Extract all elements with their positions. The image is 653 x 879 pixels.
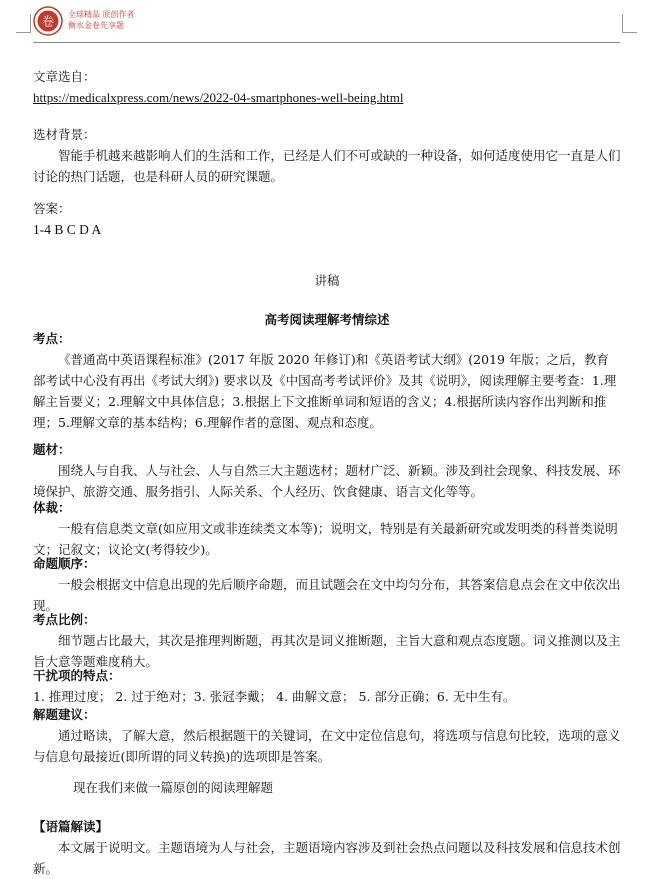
answers-value: 1-4 B C D A <box>33 222 102 237</box>
lecture-title: 高考阅读理解考情综述 <box>264 312 390 327</box>
lecture-label: 讲稿 <box>314 273 340 288</box>
corner-crop-mark-right <box>622 14 637 33</box>
section-ticai-text: 围绕人与自我、人与社会、人与自然三大主题选材；题材广泛、新颖。涉及到社会现象、科技发展、环境保护、旅游交通、服务指引、人际关系、个人经历、饮食健康、语言文化等等。 <box>33 463 621 499</box>
background-block <box>33 124 621 187</box>
background-label: 选材背景： <box>33 127 96 142</box>
analysis-label: 【语篇解读】 <box>33 819 109 834</box>
brand-line-1: 全球精品 原创作者 <box>68 10 135 19</box>
header-divider <box>33 42 620 43</box>
section-kaodian-label: 考点： <box>33 331 71 346</box>
corner-crop-mark-left <box>16 14 31 33</box>
section-order-text: 一般会根据文中信息出现的先后顺序命题，而且试题会在文中均匀分布，其答案信息点会在文中依次出现。 <box>33 577 621 613</box>
section-ratio-label: 考点比例： <box>33 612 96 627</box>
section-ticai <box>33 439 621 502</box>
section-tilei-text: 一般有信息类文章(如应用文或非连续类文本等)；说明文，特别是有关最新研究或发明类的科普类说明文；记叙文；议论文(考得较少)。 <box>33 521 618 557</box>
answers-label: 答案： <box>33 201 71 216</box>
section-ratio <box>33 609 621 672</box>
brand-line-2: 衡水金卷先享题 <box>68 21 124 30</box>
background-text: 智能手机越来越影响人们的生活和工作，已经是人们不可或缺的一种设备，如何适度使用它一直是人们讨论的热门话题，也是科研人员的研究课题。 <box>33 148 621 184</box>
transition-line: 现在我们来做一篇原创的阅读理解题 <box>73 780 274 795</box>
source-label: 文章选自： <box>33 69 96 84</box>
section-distractor-text: 1. 推理过度； 2. 过于绝对；3. 张冠李戴； 4. 曲解文意； 5. 部分正确；6. 无中生有。 <box>33 689 516 704</box>
section-advice-label: 解题建议： <box>33 707 96 722</box>
svg-text:卷: 卷 <box>41 14 55 29</box>
brand-name <box>68 9 135 31</box>
section-advice <box>33 704 621 767</box>
section-kaodian <box>33 328 621 433</box>
section-distractor <box>33 665 621 707</box>
section-order <box>33 553 621 616</box>
section-ratio-text: 细节题占比最大，其次是推理判断题，再其次是词义推断题，主旨大意和观点态度题。词义推测以及主旨大意等题难度稍大。 <box>33 633 621 669</box>
publisher-logo-icon <box>33 6 63 36</box>
answers-block <box>33 198 621 240</box>
analysis-text: 本文属于说明文。主题语境为人与社会，主题语境内容涉及到社会热点问题以及科技发展和信息技术创新。 <box>33 840 621 876</box>
source-url-link[interactable]: https://medicalxpress.com/news/2022-04-smartphones-well-being.html <box>33 90 404 105</box>
source-block <box>33 66 621 108</box>
section-kaodian-text: 《普通高中英语课程标准》(2017 年版 2020 年修订)和《英语考试大纲》(2019 年版；之后，教育部考试中心没有再出《考试大纲》) 要求以及《中国高考考试评价》及其《说明》，阅读理解主要考查：1.理解主旨要义；2.理解文中具体信息；3.根据上下文推断单词和短语的含义；4.根据所读内容作出判断和推理；5.理解文章的基本结构；6.理解作者的意图、观点和态度。 <box>33 352 617 430</box>
section-advice-text: 通过略读，了解大意，然后根据题干的关键词，在文中定位信息句，将选项与信息句比较，选项的意义与信息句最接近(即所谓的同义转换)的选项即是答案。 <box>33 728 621 764</box>
section-tilei-label: 体裁： <box>33 500 71 515</box>
section-order-label: 命题顺序： <box>33 556 96 571</box>
section-distractor-label: 干扰项的特点： <box>33 668 121 683</box>
section-ticai-label: 题材： <box>33 442 71 457</box>
section-tilei <box>33 497 621 560</box>
analysis-block <box>33 816 621 879</box>
